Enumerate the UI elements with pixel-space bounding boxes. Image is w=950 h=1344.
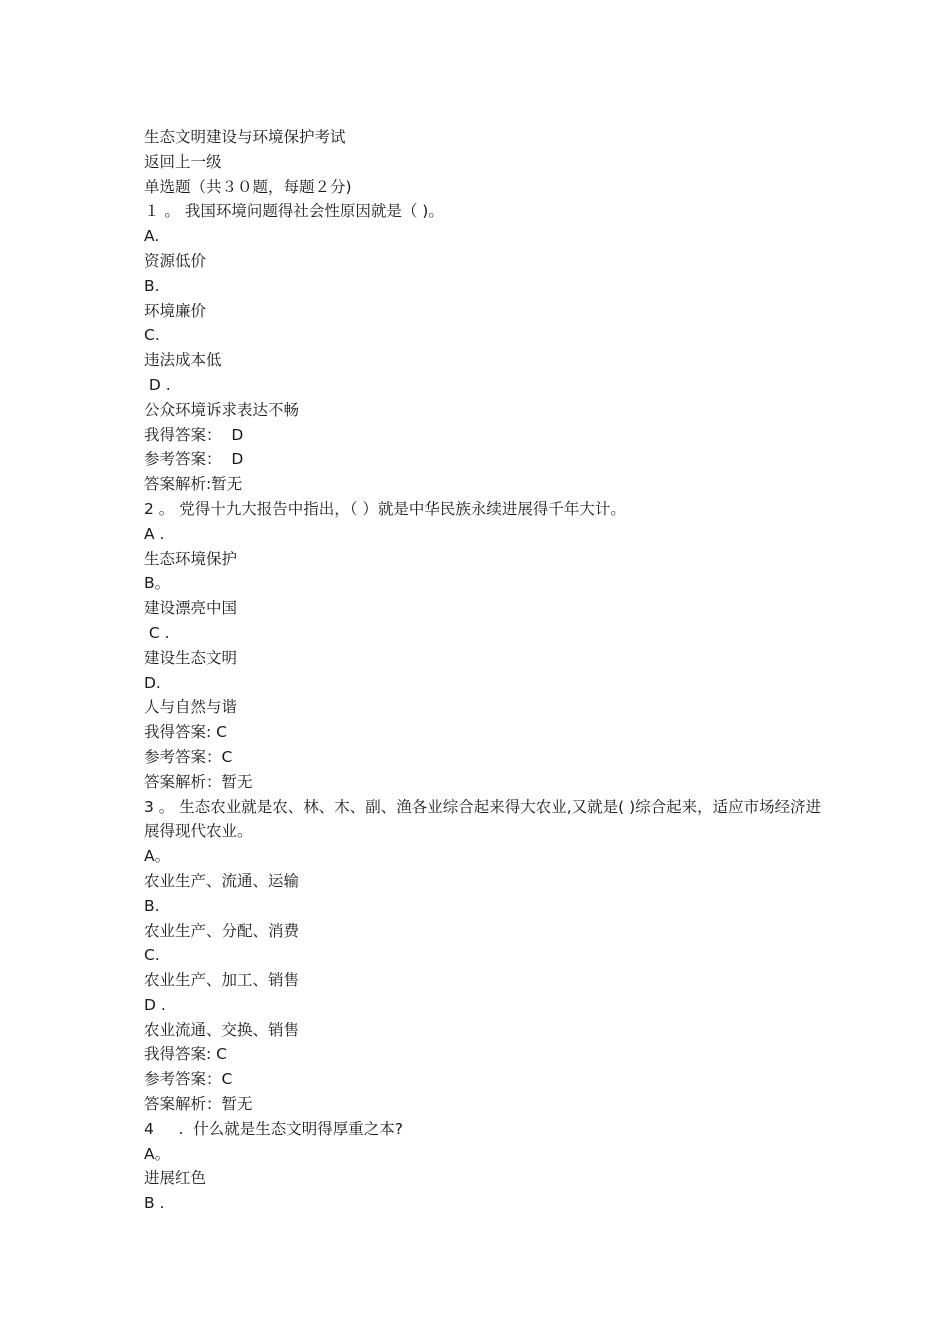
reference-answer: 参考答案：C [144, 747, 233, 766]
option-text[interactable]: 人与自然与谐 [144, 698, 238, 717]
my-answer: 我得答案: C [144, 723, 227, 742]
option-label: A。 [144, 847, 171, 866]
question-stem: 2 。 党得十九大报告中指出，（ ）就是中华民族永续进展得千年大计。 [144, 499, 626, 518]
option-label: C . [144, 623, 170, 642]
option-text[interactable]: 进展红色 [144, 1169, 207, 1188]
reference-answer: 参考答案： D [144, 450, 244, 469]
option-text[interactable]: 农业流通、交换、销售 [144, 1020, 300, 1039]
question-stem: １ 。 我国环境问题得社会性原因就是（ )。 [144, 202, 444, 221]
option-label: D. [144, 673, 161, 692]
reference-answer: 参考答案：C [144, 1070, 233, 1089]
option-text[interactable]: 农业生产、分配、消费 [144, 921, 300, 940]
back-link[interactable]: 返回上一级 [144, 152, 222, 171]
option-text[interactable]: 资源低价 [144, 251, 207, 270]
option-label: B. [144, 896, 160, 915]
question-2 [144, 497, 824, 795]
option-text[interactable]: 建设生态文明 [144, 648, 238, 667]
question-1 [144, 199, 824, 497]
document-title: 生态文明建设与环境保护考试 [144, 128, 346, 146]
option-label: A . [144, 524, 165, 543]
question-stem: 4 . 什么就是生态文明得厚重之本? [144, 1119, 404, 1138]
my-answer: 我得答案: C [144, 1045, 227, 1064]
answer-analysis: 答案解析：暂无 [144, 1095, 253, 1114]
option-label: B。 [144, 574, 171, 593]
option-text[interactable]: 违法成本低 [144, 351, 222, 370]
option-label: D . [144, 375, 171, 394]
question-4 [144, 1117, 824, 1216]
section-header: 单选题（共３０题，每题２分) [144, 177, 352, 196]
option-text[interactable]: 公众环境诉求表达不畅 [144, 400, 300, 419]
option-label: B. [144, 276, 160, 295]
document-page [144, 125, 824, 1216]
option-text[interactable]: 环境廉价 [144, 301, 207, 320]
option-label: C. [144, 326, 160, 345]
option-label: A。 [144, 1144, 171, 1163]
answer-analysis: 答案解析：暂无 [144, 772, 253, 791]
answer-analysis: 答案解析:暂无 [144, 475, 243, 494]
question-3 [144, 795, 824, 1117]
option-text[interactable]: 生态环境保护 [144, 549, 238, 568]
option-label: D . [144, 995, 166, 1014]
option-label: B . [144, 1194, 165, 1213]
option-label: A. [144, 227, 160, 246]
option-text[interactable]: 建设漂亮中国 [144, 599, 238, 618]
option-text[interactable]: 农业生产、加工、销售 [144, 971, 300, 990]
my-answer: 我得答案： D [144, 425, 244, 444]
option-label: C. [144, 946, 160, 965]
option-text[interactable]: 农业生产、流通、运输 [144, 871, 300, 890]
question-stem: 3 。 生态农业就是农、林、木、副、渔各业综合起来得大农业,又就是( )综合起来，适应市场经济进展得现代农业。 [144, 797, 822, 841]
